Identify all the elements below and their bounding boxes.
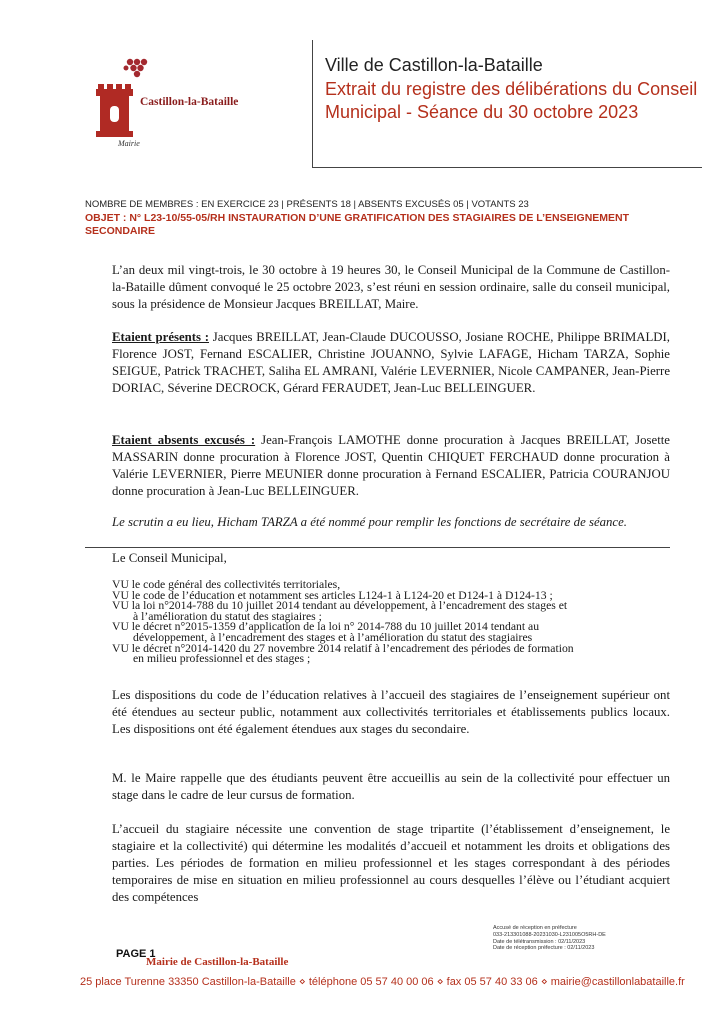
stamp-line: Date de réception préfecture : 02/11/2023 (493, 945, 595, 952)
vu-item: VU le décret n°2015-1359 d’application de la loi n° 2014-788 du 10 juillet 2014 tendant au (112, 620, 540, 634)
grape-icon (124, 59, 148, 77)
dispositions-paragraph: Les dispositions du code de l’éducation relatives à l’accueil des stagiaires de l’enseignement supérieur ont été étendues au secteur public, notamment aux collectivités territoriales et établissements publics locaux. Les dispositions ont été également étendues aux stages du secondaire. (112, 688, 670, 736)
page-number: PAGE 1 (116, 948, 156, 960)
present-label: Etaient présents : (112, 330, 209, 344)
vu-item-continuation: en milieu professionnel et des stages ; (133, 652, 311, 666)
objet-heading: OBJET : N° L23-10/55-05/RH INSTAURATION D’UNE GRATIFICATION DES STAGIAIRES DE L’ENSEIGNEMENT SECONDAIRE (85, 212, 630, 237)
absent-list: Jean-François LAMOTHE donne procuration à Jacques BREILLAT, Josette MASSARIN donne procuration à Florence JOST, Quentin CHIQUET FERCHAUD donne procuration à Valérie LEVERNIER, Pierre MEUNIER donne procuration à Fernand ESCALIER, Patricia COURANJOU donne procuration à Jean-Luc BELLEINGUER. (112, 433, 670, 498)
logo-subtitle: Mairie (118, 139, 140, 148)
vu-item-continuation: à l’amélioration du statut des stagiaires ; (133, 609, 322, 623)
divider (85, 547, 670, 548)
town-title: Ville de Castillon-la-Bataille (325, 55, 543, 75)
present-paragraph (112, 329, 670, 397)
vu-item: VU le code général des collectivités territoriales, (112, 578, 341, 591)
maire-paragraph: M. le Maire rappelle que des étudiants peuvent être accueillis au sein de la collectivité pour effectuer un stage dans le cadre de leur cursus de formation. (112, 771, 670, 802)
accueil-paragraph: L’accueil du stagiaire nécessite une convention de stage tripartite (l’établissement d’enseignement, le stagiaire et la collectivité) qui détermine les modalités d’accueil et notamment les droits et obligations des parties. Les périodes de formation en milieu professionnel et les stages correspondant à des périodes temporaires de mise en situation en milieu professionnel au cours desquelles l’élève ou l’étudiant acquiert des compétences (112, 822, 670, 904)
intro-paragraph: L’an deux mil vingt-trois, le 30 octobre à 19 heures 30, le Conseil Municipal de la Commune de Castillon-la-Bataille dûment convoqué le 25 octobre 2023, s’est réuni en session ordinaire, salle du conseil municipal, sous la présidence de Monsieur Jacques BREILLAT, Maire. (112, 263, 670, 311)
vu-item: VU le décret n°2014-1420 du 27 novembre 2014 relatif à l’encadrement des périodes de formation (112, 641, 574, 655)
stamp-line: Date de télétransmission : 02/11/2023 (493, 938, 586, 945)
stamp-line: 033-213301088-20231030-L231005O5RH-DE (493, 931, 606, 938)
present-list: Jacques BREILLAT, Jean-Claude DUCOUSSO, Josiane ROCHE, Philippe BRIMALDI, Florence JOST, Fernand ESCALIER, Christine JOUANNO, Sylvie LAFAGE, Hicham TARZA, Sophie SEIGUE, Patrick TRACHET, Saliha EL AMRANI, Valérie LEVERNIER, Nicole CAMPANER, Jean-Pierre DORIAC, Séverine DECROCK, Gérard FERAUDET, Jean-Luc BELLEINGUER. (112, 330, 670, 395)
footer-mairie: Mairie de Castillon-la-Bataille (146, 956, 289, 968)
absent-label: Etaient absents excusés : (112, 433, 256, 447)
vu-item-continuation: développement, à l’encadrement des stages et à l’amélioration du statut des stagiaires (133, 630, 533, 644)
vu-item: VU la loi n°2014-788 du 10 juillet 2014 tendant au développement, à l’encadrement des stages et (112, 599, 568, 613)
register-title: Extrait du registre des délibérations du Conseil Municipal - Séance du 30 octobre 2023 (325, 79, 698, 122)
vu-list (112, 580, 672, 665)
scrutin-paragraph: Le scrutin a eu lieu, Hicham TARZA a été nommé pour remplir les fonctions de secrétaire de séance. (112, 515, 627, 529)
absent-paragraph (112, 432, 670, 500)
footer-address: 25 place Turenne 33350 Castillon-la-Bataille ⋄ téléphone 05 57 40 00 06 ⋄ fax 05 57 40 33 06 ⋄ mairie@castillonlabataille.fr (80, 976, 685, 988)
stamp-line: Accusé de réception en préfecture (493, 925, 577, 931)
prefecture-stamp (493, 925, 703, 952)
conseil-heading: Le Conseil Municipal, (112, 551, 227, 565)
logo-name: Castillon-la-Bataille (140, 96, 239, 108)
vu-item: VU le code de l’éducation et notamment ses articles L124-1 à L124-20 et D124-1 à D124-13 ; (112, 588, 553, 602)
member-stats: NOMBRE DE MEMBRES : EN EXERCICE 23 | PRÉSENTS 18 | ABSENTS EXCUSÉS 05 | VOTANTS 23 (85, 199, 529, 210)
